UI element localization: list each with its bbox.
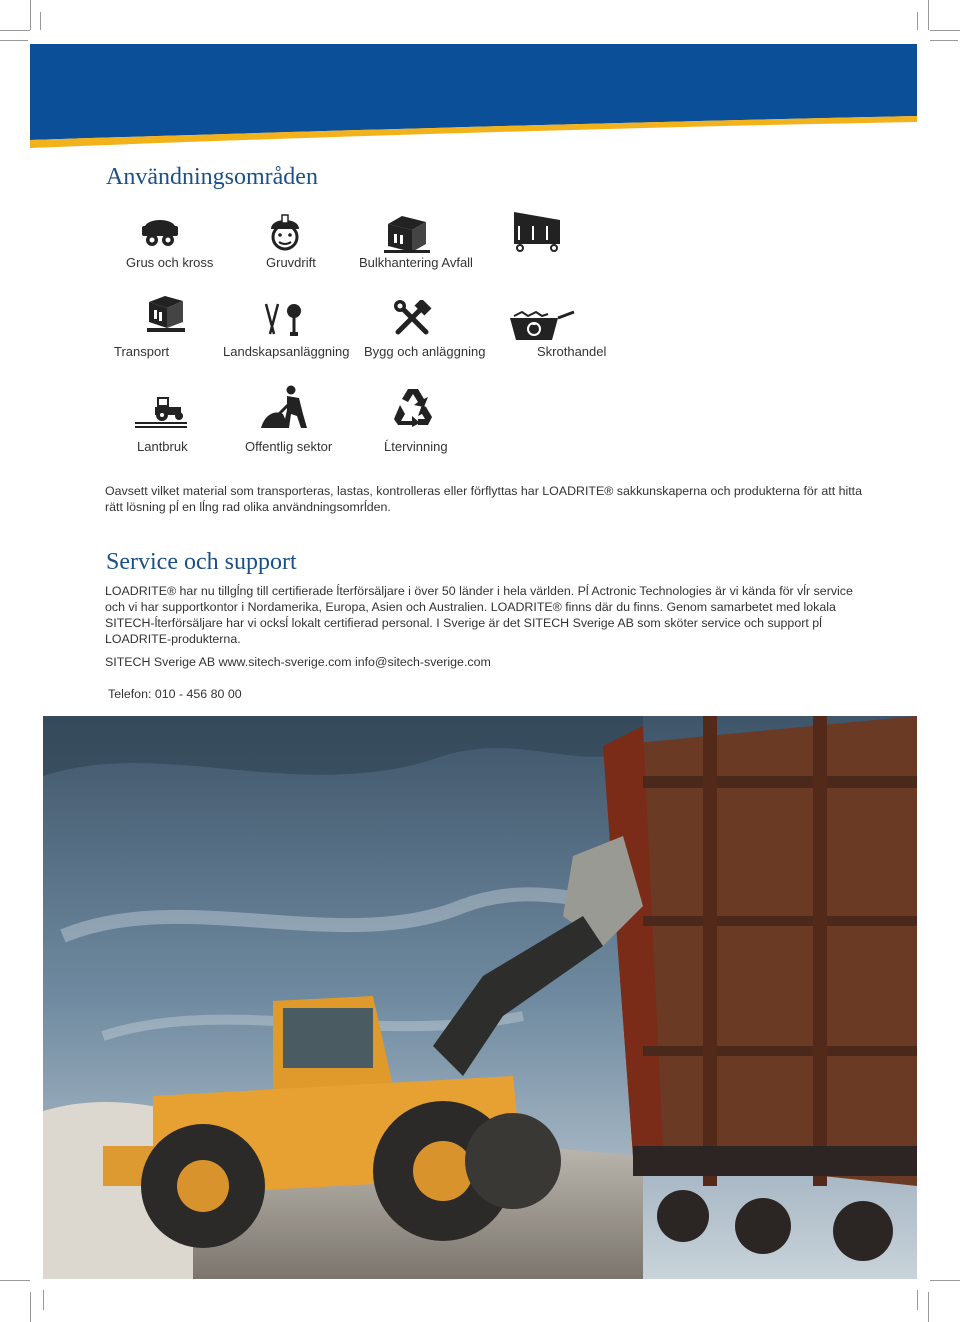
service-paragraph: LOADRITE® har nu tillgĺng till certifierade ĺterförsäljare i över 50 länder i hela världen. Pĺ Actronic Technologies är vi kända för vĺr service och vi har supportkontor i Nordamerika, Europa, Asien och Australien. LOADRITE® finns där du finns. Genom samarbetet med lokala SITECH-ĺterförsäljare har vi ocksĺ lokalt certifierad personal. I Sverige är det SITECH Sverige AB som sköter service och support pĺ LOADRITE-produkterna. — [105, 584, 853, 646]
crop-mark — [930, 30, 960, 31]
crop-mark — [930, 1280, 960, 1281]
tractor-icon — [135, 393, 187, 429]
label-grus-och-kross: Grus och kross — [126, 255, 214, 270]
loader-photo — [43, 716, 917, 1279]
crop-mark — [43, 1290, 44, 1310]
scrap-recycling-icon — [508, 310, 576, 344]
miner-helmet-icon — [268, 213, 302, 251]
phone-line: Telefon: 010 - 456 80 00 — [108, 687, 242, 701]
label-lantbruk: Lantbruk — [137, 439, 188, 454]
label-landskapsanlaggning: Landskapsanläggning — [223, 344, 350, 359]
crop-mark — [928, 1292, 929, 1322]
gravel-cart-icon — [141, 216, 179, 248]
label-skrothandel: Skrothandel — [537, 344, 607, 359]
crop-mark — [917, 12, 918, 30]
label-gruvdrift: Gruvdrift — [266, 255, 316, 270]
label-transport: Transport — [114, 344, 170, 359]
crop-mark — [30, 1292, 31, 1322]
cargo-box-icon — [145, 294, 187, 334]
section-title-applications: Användningsområden — [106, 164, 318, 190]
crop-mark — [0, 30, 30, 31]
crop-mark — [917, 1290, 918, 1310]
applications-paragraph: Oavsett vilket material som transporteras, lastas, kontrolleras eller förflyttas har LOADRITE® sakkunskaperna och produkterna för att hitta rätt lösning pĺ en lĺng rad olika användningsomrĺden. — [105, 484, 863, 514]
recycle-icon — [392, 385, 434, 427]
crop-mark — [930, 40, 958, 41]
crop-mark — [0, 1280, 30, 1281]
garden-tools-icon — [262, 302, 306, 338]
shovel-worker-icon — [259, 384, 313, 432]
label-atervinning: Ĺtervinning — [384, 439, 448, 454]
hammer-wrench-icon — [392, 300, 434, 338]
label-bulkhantering-avfall: Bulkhantering Avfall — [359, 255, 473, 270]
crop-mark — [40, 12, 41, 30]
crop-mark — [928, 0, 929, 30]
skip-container-icon — [512, 210, 562, 252]
contact-line: SITECH Sverige AB www.sitech-sverige.com info@sitech-sverige.com — [105, 655, 491, 669]
section-title-service: Service och support — [106, 549, 297, 575]
crop-mark — [30, 0, 31, 30]
crop-mark — [0, 40, 28, 41]
waste-container-icon — [384, 214, 430, 254]
label-offentlig-sektor: Offentlig sektor — [245, 439, 333, 454]
label-bygg-och-anlaggning: Bygg och anläggning — [364, 344, 486, 359]
header-banner — [30, 44, 917, 148]
